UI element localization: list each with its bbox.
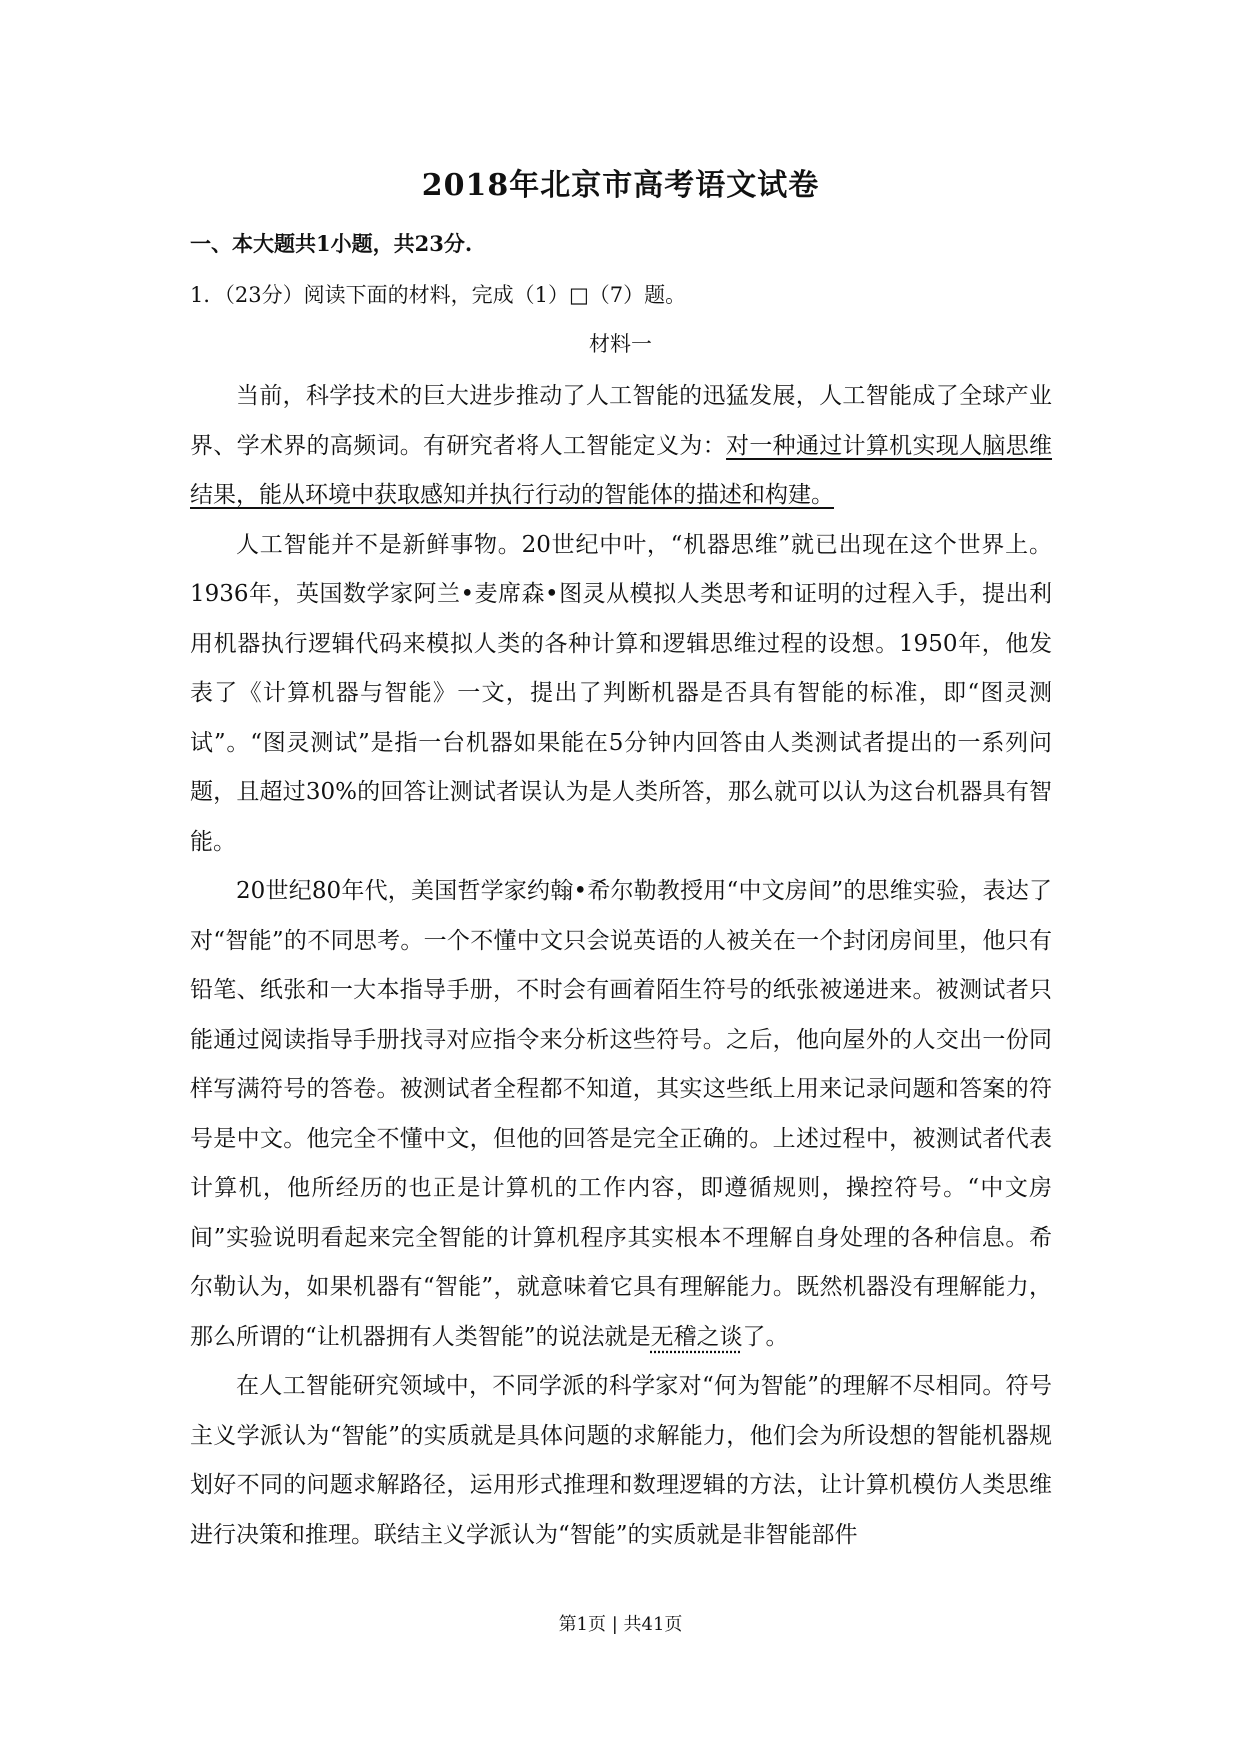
material-heading: 材料一	[589, 332, 652, 356]
underlined-definition: 对一种通过计算机实现人脑思维结果，能从环境中获取感知并执行行动的智能体的描述和构建。	[190, 432, 1053, 508]
page-title: 2018年北京市高考语文试卷	[421, 168, 820, 203]
page-footer: 第1页 | 共41页	[558, 1614, 683, 1635]
paragraph-3-text: 20世纪80年代，美国哲学家约翰•希尔勒教授用“中文房间”的思维实验，表达了对“智能”的不同思考。一个不懂中文只会说英语的人被关在一个封闭房间里，他只有铅笔、纸张和一大本指导手册，不时会有画着陌生符号的纸张被递进来。被测试者只能通过阅读指导手册找寻对应指令来分析这些符号。之后，他向屋外的人交出一份同样写满符号的答卷。被测试者全程都不知道，其实这些纸上用来记录问题和答案的符号是中文。他完全不懂中文，但他的回答是完全正确的。上述过程中，被测试者代表计算机，他所经历的也正是计算机的工作内容，即遵循规则，操控符号。“中文房间”实验说明看起来完全智能的计算机程序其实根本不理解自身处理的各种信息。希尔勒认为，如果机器有“智能”，就意味着它具有理解能力。既然机器没有理解能力，那么所谓的“让机器拥有人类智能”的说法就是	[190, 878, 1052, 1350]
material-body	[190, 372, 1052, 1560]
paragraph-4: 在人工智能研究领域中，不同学派的科学家对“何为智能”的理解不尽相同。符号主义学派认为“智能”的实质就是具体问题的求解能力，他们会为所设想的智能机器规划好不同的问题求解路径，运用形式推理和数理逻辑的方法，让计算机模仿人类思维进行决策和推理。联结主义学派认为“智能”的实质就是非智能部件	[190, 1373, 1052, 1548]
emphasized-phrase: 无稽之谈	[650, 1323, 743, 1350]
question-prompt: 1．（23分）阅读下面的材料，完成（1）□（7）题。	[190, 283, 687, 307]
section-heading: 一、本大题共1小题，共23分.	[190, 231, 473, 256]
paragraph-2: 人工智能并不是新鲜事物。20世纪中叶，“机器思维”就已出现在这个世界上。1936年，英国数学家阿兰•麦席森•图灵从模拟人类思考和证明的过程入手，提出利用机器执行逻辑代码来模拟人类的各种计算和逻辑思维过程的设想。1950年，他发表了《计算机器与智能》一文，提出了判断机器是否具有智能的标准，即“图灵测试”。“图灵测试”是指一台机器如果能在5分钟内回答由人类测试者提出的一系列问题，且超过30%的回答让测试者误认为是人类所答，那么就可以认为这台机器具有智能。	[190, 531, 1052, 855]
paragraph-3	[190, 867, 1052, 1362]
paragraph-1-text: 当前，科学技术的巨大进步推动了人工智能的迅猛发展，人工智能成了全球产业界、学术界的高频词。有研究者将人工智能定义为：	[190, 383, 1052, 459]
paragraph-3-end: 了。	[742, 1323, 789, 1350]
paragraph-1	[190, 372, 1052, 521]
